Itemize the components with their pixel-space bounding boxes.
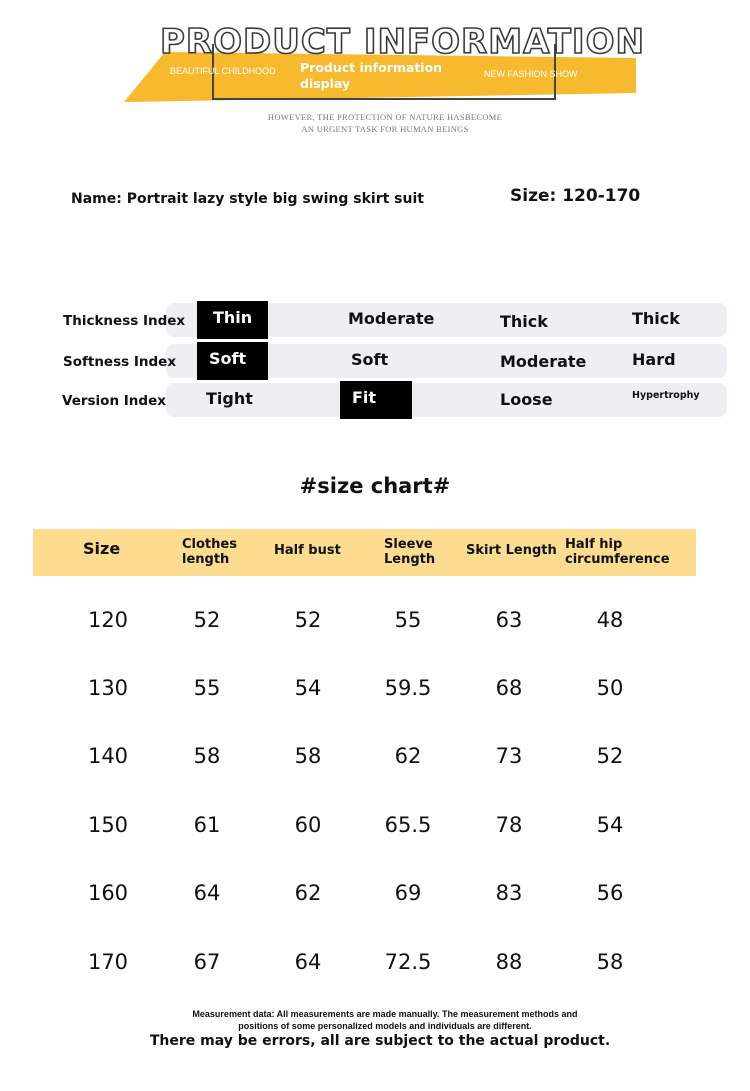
index-option: Soft (351, 350, 389, 369)
table-cell: 56 (596, 881, 624, 905)
table-cell: 130 (87, 676, 129, 700)
table-cell: 88 (495, 950, 523, 974)
index-option-selected: Fit (352, 388, 377, 407)
band-center-line1: Product information (300, 60, 443, 75)
table-cell: 73 (495, 744, 523, 768)
product-size-range: Size: 120-170 (510, 186, 641, 206)
index-option: Moderate (348, 309, 435, 328)
index-option: Tight (206, 389, 253, 408)
table-cell: 65.5 (384, 813, 432, 837)
page-title: PRODUCT INFORMATION (160, 22, 645, 62)
tagline-line1: HOWEVER, THE PROTECTION OF NATURE HASBECOME (267, 112, 503, 122)
column-header (466, 543, 557, 558)
table-cell: 78 (495, 813, 523, 837)
table-cell: 54 (596, 813, 624, 837)
table-cell: 63 (495, 608, 523, 632)
table-cell: 68 (495, 676, 523, 700)
index-option-selected: Thin (213, 308, 253, 327)
column-header-line1: Sleeve (384, 537, 433, 552)
column-header-line1: Clothes (182, 537, 237, 552)
table-cell: 69 (394, 881, 422, 905)
table-cell: 67 (193, 950, 221, 974)
index-option-selected: Soft (209, 349, 247, 368)
table-cell: 170 (87, 950, 129, 974)
index-option: Loose (500, 390, 553, 409)
table-cell: 62 (294, 881, 322, 905)
column-header (182, 537, 237, 567)
column-header (83, 541, 120, 556)
column-header (384, 537, 435, 567)
index-option: Thick (632, 309, 680, 328)
size-chart-title: #size chart# (299, 474, 451, 498)
table-cell: 55 (193, 676, 221, 700)
table-cell: 59.5 (384, 676, 432, 700)
band-right-text: NEW FASHION SHOW (484, 69, 578, 79)
tagline-line2: AN URGENT TASK FOR HUMAN BEINGS (301, 124, 469, 134)
table-cell: 62 (394, 744, 422, 768)
table-cell: 72.5 (384, 950, 432, 974)
table-cell: 150 (87, 813, 129, 837)
table-cell: 60 (294, 813, 322, 837)
column-header-line1: Half hip (565, 537, 623, 552)
column-header-line2: circumference (565, 552, 670, 567)
index-option: Hypertrophy (632, 390, 700, 401)
table-cell: 55 (394, 608, 422, 632)
tagline (240, 111, 530, 135)
band-center-line2: display (300, 76, 351, 91)
column-header-line1: Size (83, 539, 121, 558)
table-cell: 140 (87, 744, 129, 768)
table-cell: 120 (87, 608, 129, 632)
index-option: Hard (632, 350, 676, 369)
column-header (274, 543, 341, 558)
table-cell: 64 (193, 881, 221, 905)
table-cell: 160 (87, 881, 129, 905)
measurement-note-line2: positions of some personalized models and individuals are different. (238, 1021, 532, 1031)
column-header-line2: length (182, 552, 230, 567)
table-cell: 52 (596, 744, 624, 768)
table-cell: 58 (193, 744, 221, 768)
table-cell: 48 (596, 608, 624, 632)
table-cell: 58 (294, 744, 322, 768)
table-cell: 83 (495, 881, 523, 905)
table-cell: 58 (596, 950, 624, 974)
index-option: Thick (500, 312, 548, 331)
table-cell: 61 (193, 813, 221, 837)
index-option: Moderate (500, 352, 587, 371)
measurement-note (0, 1008, 750, 1032)
table-cell: 50 (596, 676, 624, 700)
column-header-line1: Skirt Length (466, 543, 557, 558)
band-left-text: BEAUTIFUL CHILDHOOD (170, 66, 276, 76)
table-cell: 64 (294, 950, 322, 974)
index-label: Softness Index (63, 354, 177, 370)
product-name: Name: Portrait lazy style big swing skirt suit (71, 191, 424, 207)
column-header-line2: Length (384, 552, 436, 567)
column-header (565, 537, 670, 567)
band-center-text (300, 60, 460, 92)
index-label: Version Index (62, 393, 166, 409)
table-cell: 52 (294, 608, 322, 632)
index-label: Thickness Index (63, 313, 186, 329)
table-cell: 54 (294, 676, 322, 700)
measurement-note-line1: Measurement data: All measurements are made manually. The measurement methods and (192, 1009, 578, 1019)
table-cell: 52 (193, 608, 221, 632)
disclaimer: There may be errors, all are subject to the actual product. (149, 1033, 611, 1049)
column-header-line1: Half bust (274, 543, 341, 558)
